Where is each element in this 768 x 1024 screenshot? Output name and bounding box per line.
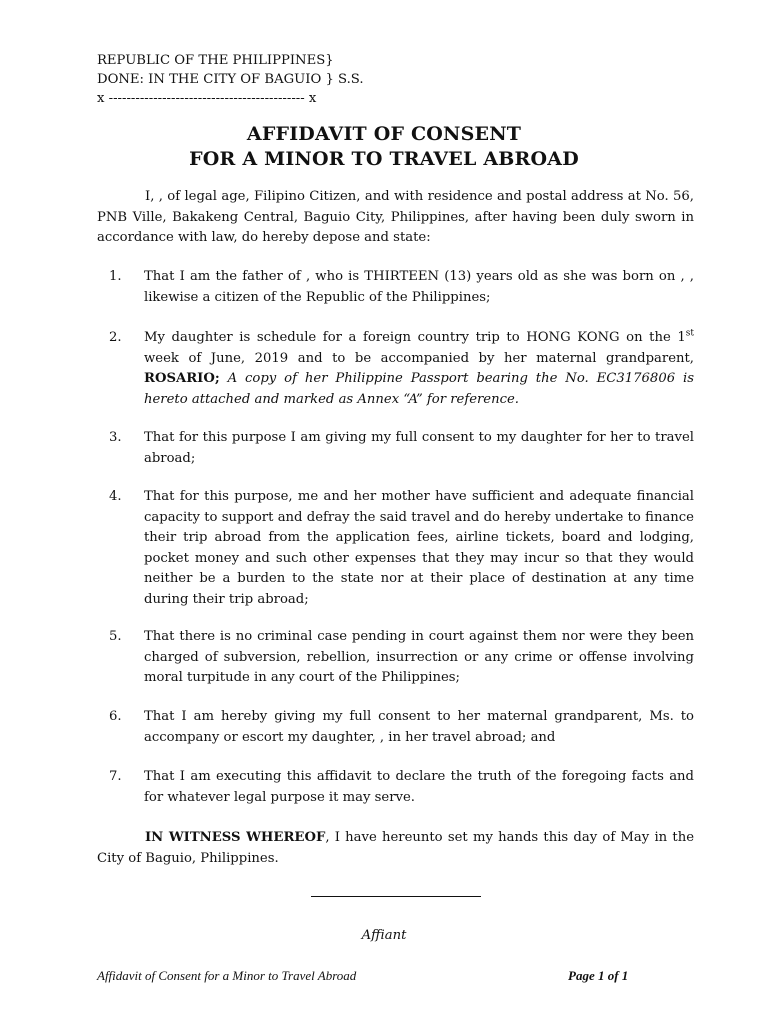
item-number: 1. <box>109 269 122 284</box>
item-text: That I am the father of , who is THIRTEEN (13) years old as she was born on , , likewise a citizen of the Republic of the Philippines; <box>144 269 694 305</box>
item-number: 7. <box>109 769 122 784</box>
item-text: That I am hereby giving my full consent to her maternal grandparent, Ms. to accompany or escort my daughter, , in her travel abroad; and <box>144 709 694 745</box>
caption-venue: DONE: IN THE CITY OF BAGUIO } S.S. <box>97 72 364 87</box>
caption-divider: x -------------------------------------------- x <box>97 91 317 106</box>
witness-text: , I have hereunto set my hands this day of May in the City of Baguio, Philippines. <box>97 830 694 866</box>
item-text-a: My daughter is schedule for a foreign country trip to HONG KONG on the 1 <box>144 330 686 345</box>
document-title-line-2: FOR A MINOR TO TRAVEL ABROAD <box>189 148 579 170</box>
item-number: 5. <box>109 629 122 644</box>
document-title-line-1: AFFIDAVIT OF CONSENT <box>246 123 522 145</box>
witness-heading: IN WITNESS WHEREOF <box>145 830 326 845</box>
item-number: 3. <box>109 430 122 445</box>
item-text-b: week of June, 2019 and to be accompanied by her maternal grandparent, <box>144 350 694 366</box>
passport-note: A copy of her Philippine Passport bearing the No. EC3176806 is hereto attached and marked as Annex “A” for reference. <box>144 371 694 407</box>
item-text: That for this purpose, me and her mother have sufficient and adequate financial capacity to support and defray the said travel and do hereby undertake to finance their trip abroad from the application fees, airline tickets, board and lodging, pocket money and such other expenses that they may incur so that they would neither be a burden to the state nor at their place of destination at any time during their trip abroad; <box>144 489 694 607</box>
item-text <box>144 328 694 410</box>
footer-title: Affidavit of Consent for a Minor to Travel Abroad <box>97 968 357 983</box>
item-text: That I am executing this affidavit to declare the truth of the foregoing facts and for whatever legal purpose it may serve. <box>144 769 694 805</box>
page-number: Page 1 of 1 <box>568 968 629 983</box>
ordinal-suffix: st <box>685 328 694 339</box>
caption-republic: REPUBLIC OF THE PHILIPPINES} <box>97 53 334 68</box>
item-number: 6. <box>109 709 122 724</box>
witness-paragraph <box>97 828 694 869</box>
signature-line <box>311 896 481 897</box>
intro-paragraph: I, , of legal age, Filipino Citizen, and with residence and postal address at No. 56, PNB Ville, Bakakeng Central, Baguio City, Philippines, after having been duly sworn in accordance with law, do hereby depose and state: <box>97 189 694 245</box>
item-text: That for this purpose I am giving my full consent to my daughter for her to travel abroad; <box>144 430 694 466</box>
affiant-label: Affiant <box>361 928 407 943</box>
item-number: 4. <box>109 489 122 504</box>
item-text: That there is no criminal case pending in court against them nor were they been charged of subversion, rebellion, insurrection or any crime or offense involving moral turpitude in any court of the Philippines; <box>144 629 694 685</box>
item-number: 2. <box>109 330 122 345</box>
grandparent-name: ROSARIO; <box>144 371 220 386</box>
